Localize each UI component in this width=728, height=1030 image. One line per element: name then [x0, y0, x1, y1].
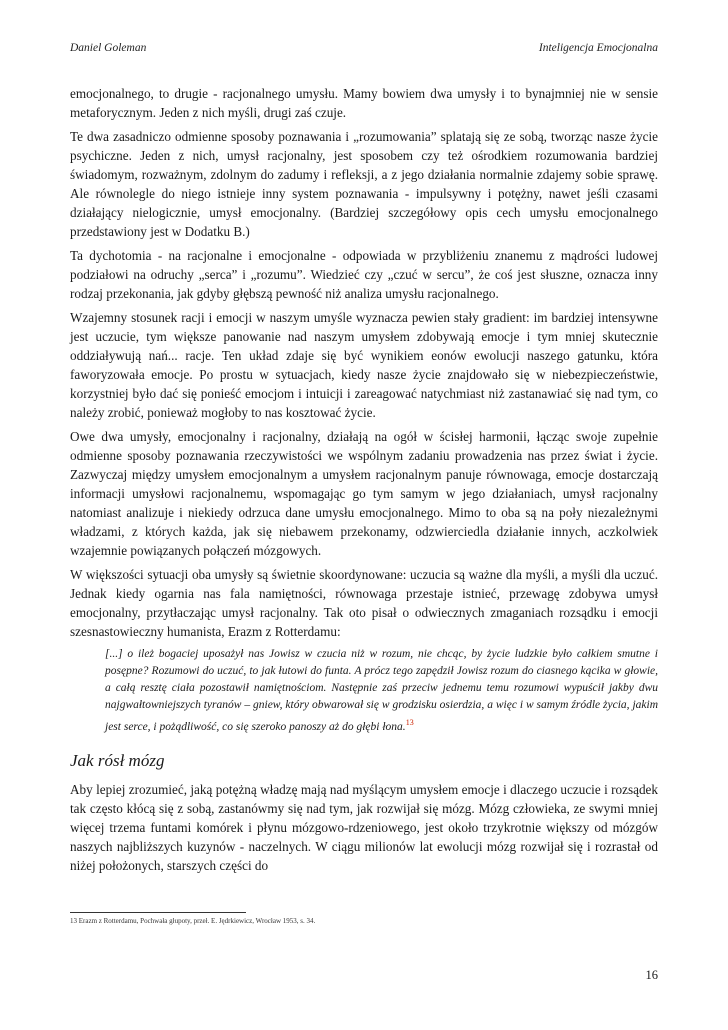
paragraph: Wzajemny stosunek racji i emocji w naszym umyśle wyznacza pewien stały gradient: im bardziej intensywne jest uczucie, tym większe panowanie nad naszym umysłem zdobywają emocje i tym mniej skutecznie oddziaływują nań... racje. Ten układ zdaje się być wynikiem eonów ewolucji naszego gatunku, która faworyzowała emocje. Po prostu w sytuacjach, kiedy nasze życie znajdowało się w niebezpieczeństwie, korzystniej było dać się ponieść emocjom i intuicji i zareagować natychmiast niż zastanawiać się nad tym, co należy zrobić, ponieważ mogłoby to nas kosztować życie. — [70, 310, 658, 420]
footnote-divider — [70, 912, 246, 913]
paragraph: W większości sytuacji oba umysły są świetnie skoordynowane: uczucia są ważne dla myśli, a myśli dla uczuć. Jednak kiedy ogarnia nas fala namiętności, równowaga przestaje istnieć, przewagę zdobywa umysł emocjonalny, przytłaczając umysł racjonalny. Tak oto pisał o odwiecznych zmaganiach rozsądku i emocji szesnastowieczny humanista, Erazm z Rotterdamu: — [70, 567, 658, 639]
paragraph: Te dwa zasadniczo odmienne sposoby poznawania i „rozumowania” splatają się ze sobą, tworząc nasze życie psychiczne. Jeden z nich, umysł racjonalny, jest sposobem czy też ośrodkiem rozumowania bardziej świadomym, rozważnym, zdolnym do zadumy i refleksji, a z jego działania normalnie zdajemy sobie sprawę. Ale równolegle do niego istnieje inny system poznawania - impulsywny i potężny, nawet jeśli czasami działający nielogicznie, umysł emocjonalny. (Bardziej szczegółowy opis cech umysłu emocjonalnego przedstawiony jest w Dodatku B.) — [70, 129, 658, 239]
main-text — [70, 84, 658, 880]
block-quote — [105, 646, 658, 736]
page-number: 16 — [645, 968, 658, 982]
paragraph: Ta dychotomia - na racjonalne i emocjonalne - odpowiada w przybliżeniu znanemu z mądrości ludowej podziałowi na odruchy „serca” i „rozumu”. Wiedzieć czy „czuć w sercu”, że coś jest słuszne, oznacza inny rodzaj przekonania, jak gdyby głębszą pewność niż analiza umysłu racjonalnego. — [70, 248, 658, 301]
paragraph: emocjonalnego, to drugie - racjonalnego umysłu. Mamy bowiem dwa umysły i to bynajmniej nie w sensie metaforycznym. Jeden z nich myśli, drugi zaś czuje. — [70, 86, 658, 120]
quote-text: [...] o ileż bogaciej uposażył nas Jowisz w czucia niż w rozum, nie chcąc, by życie ludzkie było całkiem smutne i posępne? Rozumowi do uczuć, to jak łutowi do funta. A prócz tego zapędził Jowisz rozum do ciasnego kącika w głowie, a całą resztę ciała pozostawił namiętnościom. Następnie zaś przeciw jednemu temu rozumowi wypuścił jakby dwu najgwałtowniejszych tyranów – gniew, który obwarował się w grodzisku osierdzia, a więc i w samym źródle życia, jakim jest serce, i pożądliwość, co się szeroko panoszy aż do głębi łona. — [105, 648, 658, 733]
header-book-title: Inteligencja Emocjonalna — [538, 42, 658, 54]
header-author: Daniel Goleman — [70, 42, 147, 54]
paragraph: Owe dwa umysły, emocjonalny i racjonalny, działają na ogół w ścisłej harmonii, łącząc swoje zupełnie odmienne sposoby poznawania rzeczywistości we wspólnym zadaniu prowadzenia nas przez świat i życie. Zazwyczaj między umysłem emocjonalnym a umysłem racjonalnym panuje równowaga, emocje dostarczają informacji umysłowi racjonalnemu, wspomagając go tym samym w jego działaniach, umysł racjonalny natomiast analizuje i niekiedy odrzuca dane umysłu emocjonalnego. Mimo to oba są na poły niezależnymi władzami, z których każda, jak się niebawem przekonamy, odzwierciedla działanie innych, aczkolwiek wzajemnie powiązanych połączeń mózgowych. — [70, 429, 658, 558]
section-heading: Jak rósł mózg — [70, 750, 165, 770]
paragraph: Aby lepiej zrozumieć, jaką potężną władzę mają nad myślącym umysłem emocje i dlaczego uczucie i rozsądek tak często kłócą się z sobą, zastanówmy się nad tym, jak rozwijał się mózg. Mózg człowieka, ze swymi mniej więcej trzema funtami komórek i płynu mózgowo-rdzeniowego, jest około trzykrotnie większy od mózgów naszych najbliższych kuzynów - naczelnych. W ciągu milionów lat ewolucji mózg rozwijał się i rozrastał od niżej położonych, starszych części do — [70, 781, 658, 873]
footnote-reference[interactable]: 13 — [405, 718, 414, 727]
footnote: 13 Erazm z Rotterdamu, Pochwała głupoty, przeł. E. Jędrkiewicz, Wrocław 1953, s. 34. — [70, 917, 316, 925]
